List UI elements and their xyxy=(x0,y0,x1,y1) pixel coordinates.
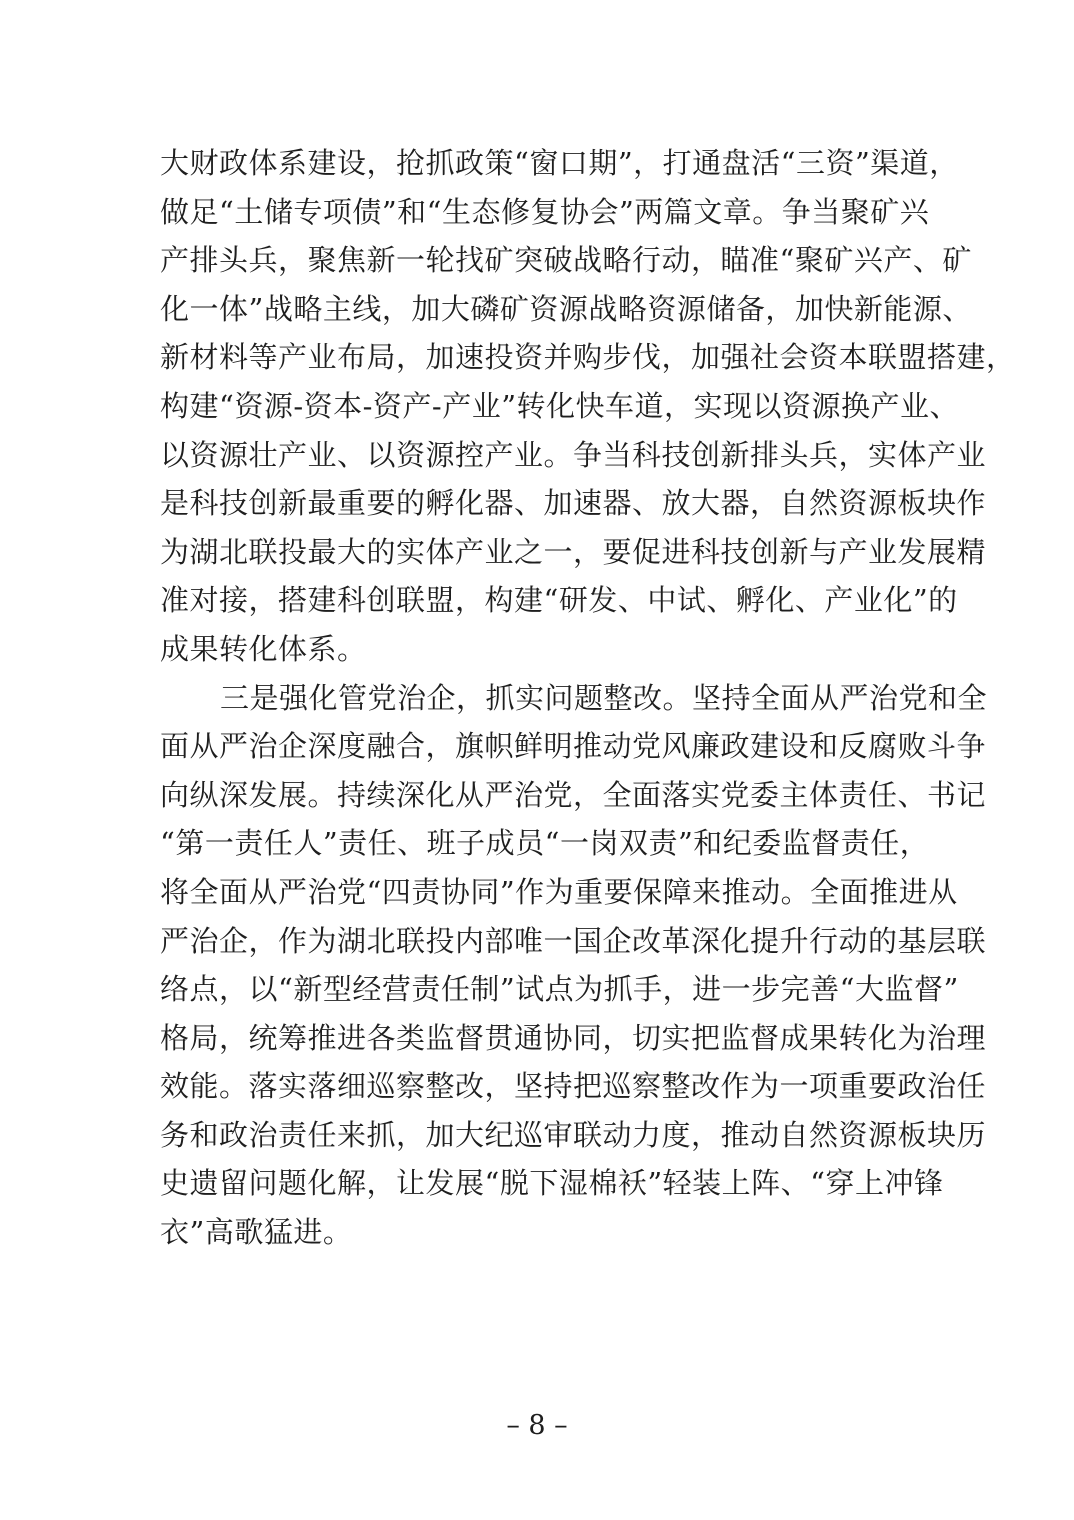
text-line: 三是强化管党治企，抓实问题整改。坚持全面从严治党和全 xyxy=(220,680,988,715)
text-line: 构建“资源-资本-资产-产业”转化快车道，实现以资源换产业、 xyxy=(160,388,960,423)
text-line: “第一责任人”责任、班子成员“一岗双责”和纪委监督责任， xyxy=(160,826,930,861)
text-line: 络点，以“新型经营责任制”试点为抓手，进一步完善“大监督” xyxy=(160,972,959,1007)
text-line: 衣”高歌猛进。 xyxy=(160,1215,353,1250)
text-line: 新材料等产业布局，加速投资并购步伐，加强社会资本联盟搭建， xyxy=(160,340,1016,375)
text-line: 效能。落实落细巡察整改，坚持把巡察整改作为一项重要政治任 xyxy=(160,1069,987,1104)
body-text xyxy=(160,139,1016,1257)
text-line: 做足“土储专项债”和“生态修复协会”两篇文章。争当聚矿兴 xyxy=(160,194,930,229)
text-line: 成果转化体系。 xyxy=(160,631,367,666)
text-line: 化一体”战略主线，加大磷矿资源战略资源储备，加快新能源、 xyxy=(160,291,972,326)
text-line: 为湖北联投最大的实体产业之一，要促进科技创新与产业发展精 xyxy=(160,534,987,569)
text-line: 面从严治企深度融合，旗帜鲜明推动党风廉政建设和反腐败斗争 xyxy=(160,729,987,764)
text-line: 史遗留问题化解，让发展“脱下湿棉袄”轻装上阵、“穿上冲锋 xyxy=(160,1166,944,1201)
text-line: 务和政治责任来抓，加大纪巡审联动力度，推动自然资源板块历 xyxy=(160,1117,987,1152)
text-line: 向纵深发展。持续深化从严治党，全面落实党委主体责任、书记 xyxy=(160,777,987,812)
text-line: 将全面从严治党“四责协同”作为重要保障来推动。全面推进从 xyxy=(160,874,958,909)
text-line: 产排头兵，聚焦新一轮找矿突破战略行动，瞄准“聚矿兴产、矿 xyxy=(160,243,972,278)
text-line: 大财政体系建设，抢抓政策“窗口期”，打通盘活“三资”渠道， xyxy=(160,146,959,180)
text-line: 严治企，作为湖北联投内部唯一国企改革深化提升行动的基层联 xyxy=(160,923,987,958)
text-line: 格局，统筹推进各类监督贯通协同，切实把监督成果转化为治理 xyxy=(160,1020,987,1055)
text-line: 准对接，搭建科创联盟，构建“研发、中试、孵化、产业化”的 xyxy=(160,583,958,618)
text-line: 是科技创新最重要的孵化器、加速器、放大器，自然资源板块作 xyxy=(160,486,987,521)
page-number: – 8 – xyxy=(506,1410,568,1441)
text-line: 以资源壮产业、以资源控产业。争当科技创新排头兵，实体产业 xyxy=(160,437,987,472)
